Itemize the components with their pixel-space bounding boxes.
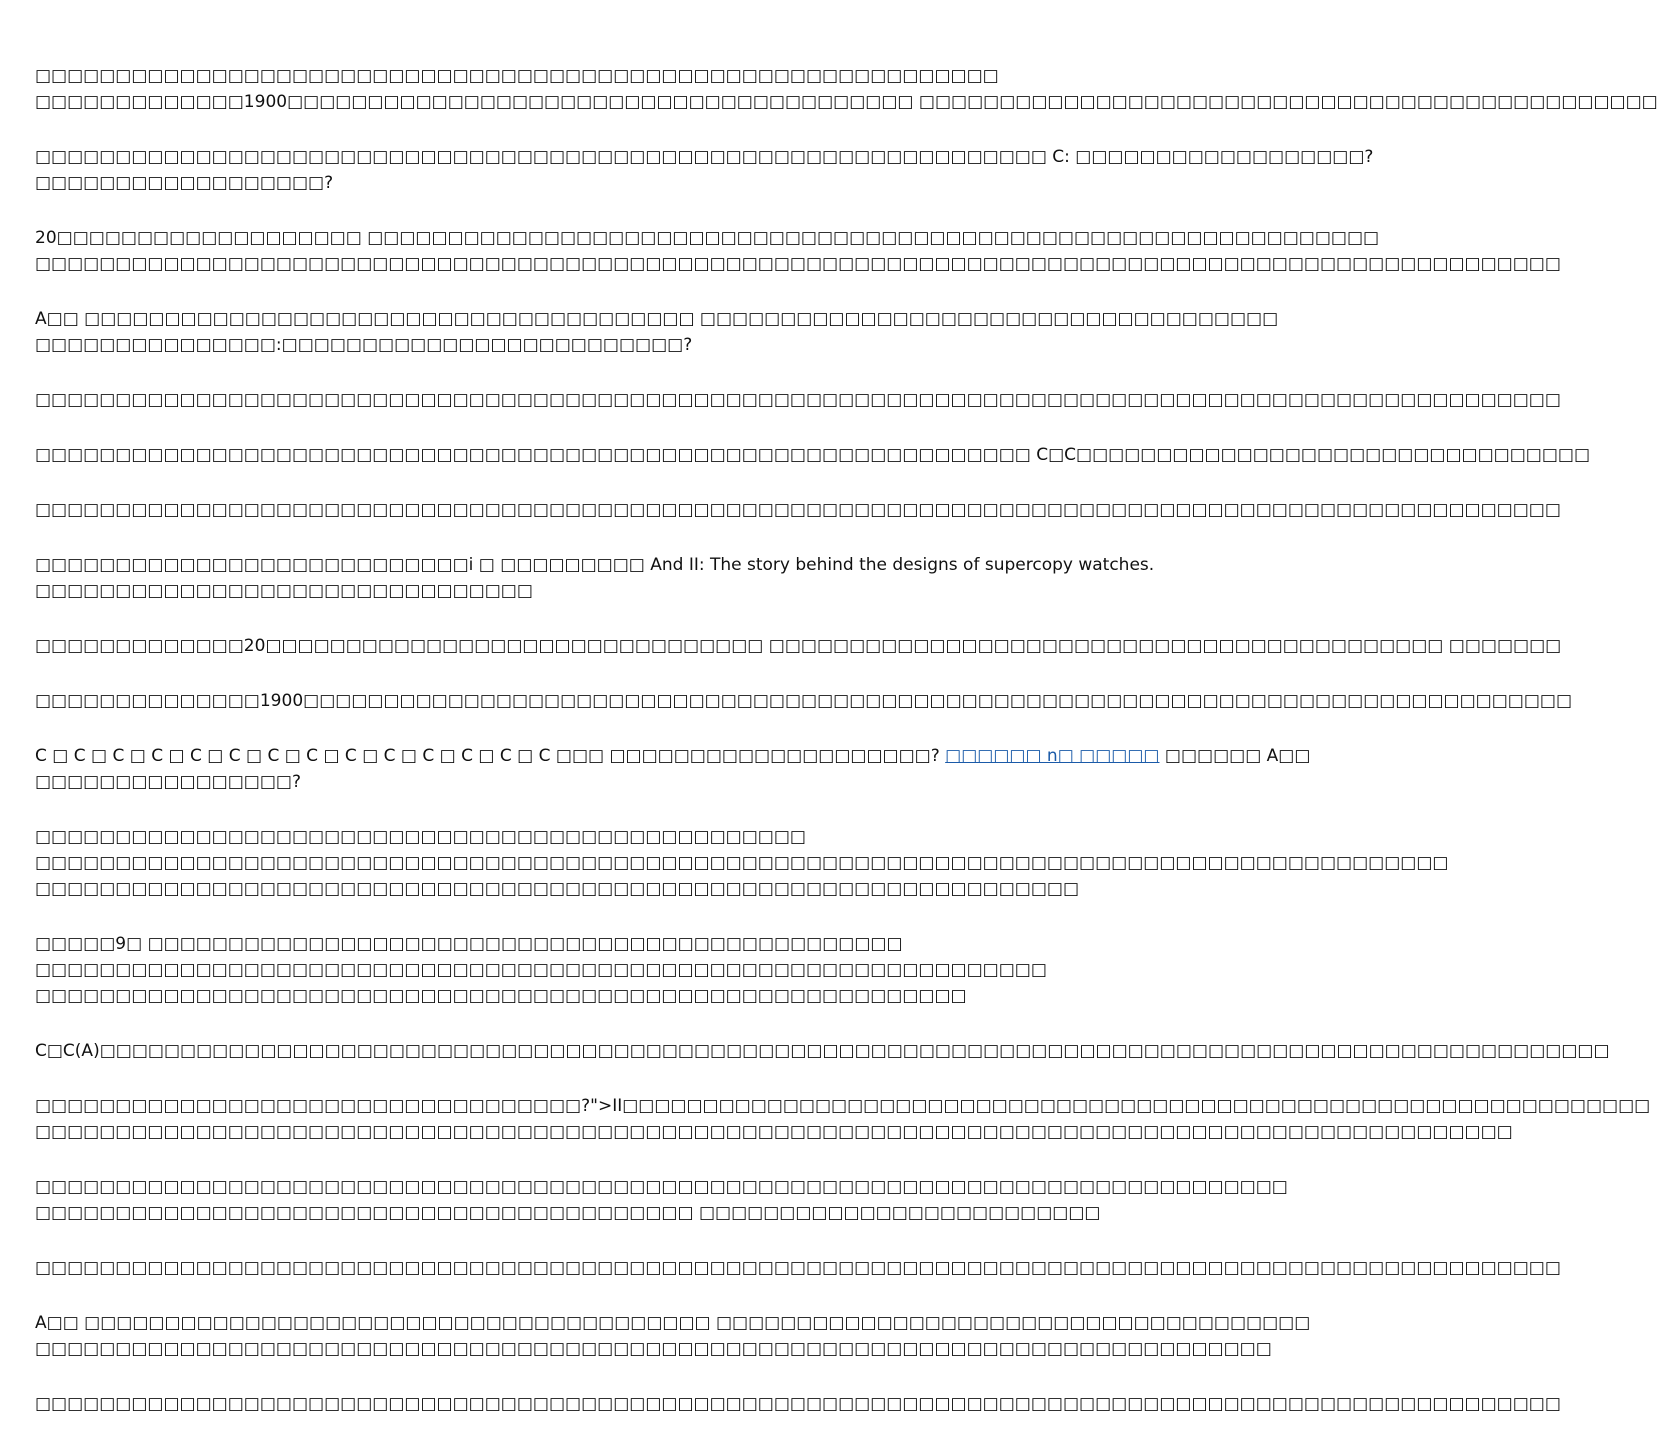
inline-link[interactable]: □□□□□□ n□ □□□□□ [945,746,1160,766]
paragraph [35,442,1591,468]
paragraph [35,1391,1561,1417]
paragraph-line: □□□□□□□□□□□□□□□□□□□□□□□□□□□□□□□□□□□□□□□□□□□□□□□□□□□□□□□□□□□□□□□□□□□□□□□□□□□□□□□□□□□□□□□□□□□□□□□ [35,390,1561,410]
paragraph [35,225,1561,277]
paragraph [35,688,1573,714]
paragraph-line: 20□□□□□□□□□□□□□□□□□□□ □□□□□□□□□□□□□□□□□□□□□□□□□□□□□□□□□□□□□□□□□□□□□□□□□□□□□□□□□□□□□□□ [35,228,1380,248]
paragraph-line: □□□□□□□□□□□□□□□□□□□□□□□□□□□□□□□□□□□□□□□□□□□□□□□□□□□□□□□□□□□□□□□□□□□□□□□□□□□□□ [35,1339,1272,1359]
paragraph-line: □□□□□□□□□□□□□□□□□□□□□□□□□□□□□□□□□□□□□□□□□□□□□□□□□□□□□□□□□□□□□□□□□ [35,879,1080,899]
paragraph-line: □□□□□□□□□□□□□□□□□□□□□□□□□□□□□□□□□□□□□□□□□□□□□□□□□□□□□□□□□□□□□□□□□□□□□□□□□□□□□□□□□□□□□□□□□□□□ [35,1122,1513,1142]
paragraph [35,387,1561,413]
paragraph [35,1038,1610,1064]
paragraph-line: □□□□□□□□□□□□□□□□□□□□□□□□□□□□□□□□□□□□□□□□□□□□□□□□□□□□□□□□□□□□ [35,66,999,86]
paragraph [35,1310,1311,1362]
paragraph [35,63,1658,115]
paragraph-line: □□□□□□□□□□□□□□□□□□□□□□□□□□□□□□□□□□□□□□□□□□□□□□□□□□□□□□□□□□□□□□□□□□□□□□□□□□□□□□□□□□□□□□□□□□□□□□□ [35,500,1561,520]
paragraph-line: □□□□□9□ □□□□□□□□□□□□□□□□□□□□□□□□□□□□□□□□□□□□□□□□□□□□□□□ [35,934,903,954]
paragraph-line: □□□□□□□□□□□□□1900□□□□□□□□□□□□□□□□□□□□□□□□□□□□□□□□□□□□□□□ □□□□□□□□□□□□□□□□□□□□□□□□□□□□□□□□□□□□□□□□□□□□□□ [35,92,1658,112]
paragraph-line: □□□□□□□□□□□□□□□□□□□□□□□□□□□□□□□□□□□□□□□□□□□□□□□□ [35,827,806,847]
paragraph-line: □□□□□□□□□□□□□□□□□□□□□□□□□□□□□□□□□□?">II□□□□□□□□□□□□□□□□□□□□□□□□□□□□□□□□□□□□□□□□□□□□□□□□□□□□□□□□□□□□□□□□ [35,1096,1651,1116]
paragraph-line: □□□□□□□□□□□□□□□:□□□□□□□□□□□□□□□□□□□□□□□□□? [35,335,693,355]
paragraph [35,552,1155,604]
paragraph [35,1093,1651,1145]
paragraph-line: □□□□□□□□□□□□□□□□□□□□□□□□□□□□□□□□□□□□□□□□□□□□□□□□□□□□□□□□□□□□□□ C□C□□□□□□□□□□□□□□□□□□□□□□□□□□□□□□□□ [35,445,1591,465]
paragraph [35,633,1562,659]
paragraph-line: □□□□□□□□□□□□□□□□□□□□□□□□□□□□□□□□□□□□□□□□□□□□□□□□□□□□□□□□□□ [35,986,967,1006]
paragraph-line: □□□□□□□□□□□□□□□□□□□□□□□□□□□□□□□□□□□□□□□□□□□□□□□□□□□□□□□□□□□□□□□□□□□□□□□□□□□□□□□□□□□□□□□□ [35,853,1449,873]
paragraph-line: □□□□□□□□□□□□□□□□□□□□□□□□□□□□□□□□□□□□□□□□□ □□□□□□□□□□□□□□□□□□□□□□□□□ [35,1203,1101,1223]
paragraph [35,1255,1561,1281]
link-line-text-after: □□□□□□ A□□ [1159,746,1311,766]
paragraph-line: □□□□□□□□□□□□□□□□□□□□□□□□□□□□□□□□□□□□□□□□□□□□□□□□□□□□□□□□□□□□□□□ [35,960,1047,980]
paragraph [35,1174,1288,1226]
paragraph-line: □□□□□□□□□□□□□□□□□□□□□□□□□□□□□□□ [35,581,533,601]
paragraph-line: □□□□□□□□□□□□□□□□? [35,772,302,792]
paragraph-line: □□□□□□□□□□□□□□□□□□□□□□□□□□□□□□□□□□□□□□□□□□□□□□□□□□□□□□□□□□□□□□□ C: □□□□□□□□□□□□□□□□□□? [35,147,1374,167]
paragraph-line: A□□ □□□□□□□□□□□□□□□□□□□□□□□□□□□□□□□□□□□□□□ □□□□□□□□□□□□□□□□□□□□□□□□□□□□□□□□□□□□ [35,309,1279,329]
paragraph [35,824,1449,902]
paragraph [35,306,1279,358]
paragraph-line: A□□ □□□□□□□□□□□□□□□□□□□□□□□□□□□□□□□□□□□□□□□ □□□□□□□□□□□□□□□□□□□□□□□□□□□□□□□□□□□□□ [35,1313,1311,1333]
article-body [35,63,1658,1446]
paragraph-line: □□□□□□□□□□□□□□□□□□□□□□□□□□□i □ □□□□□□□□□ And II: The story behind the designs of supercopy watches. [35,555,1155,575]
paragraph-line: □□□□□□□□□□□□□□1900□□□□□□□□□□□□□□□□□□□□□□□□□□□□□□□□□□□□□□□□□□□□□□□□□□□□□□□□□□□□□□□□□□□□□□□□□□□□□□□ [35,691,1573,711]
paragraph [35,743,1311,795]
paragraph-line: □□□□□□□□□□□□□□□□□□□□□□□□□□□□□□□□□□□□□□□□□□□□□□□□□□□□□□□□□□□□□□□□□□□□□□□□□□□□□□□□□□□□□□□□□□□□□□□ [35,1394,1561,1414]
paragraph-line: □□□□□□□□□□□□□20□□□□□□□□□□□□□□□□□□□□□□□□□□□□□□□ □□□□□□□□□□□□□□□□□□□□□□□□□□□□□□□□□□□□□□□□□□ □□□□□□□ [35,636,1562,656]
paragraph [35,931,1047,1009]
paragraph-line: □□□□□□□□□□□□□□□□□□□□□□□□□□□□□□□□□□□□□□□□□□□□□□□□□□□□□□□□□□□□□□□□□□□□□□□□□□□□□□□□□□□□□□□□□□□□□□□ [35,254,1561,274]
paragraph-line: □□□□□□□□□□□□□□□□□□□□□□□□□□□□□□□□□□□□□□□□□□□□□□□□□□□□□□□□□□□□□□□□□□□□□□□□□□□□□□□□□□□□□□□□□□□□□□□ [35,1258,1561,1278]
paragraph [35,497,1561,523]
paragraph-line: C□C(A)□□□□□□□□□□□□□□□□□□□□□□□□□□□□□□□□□□□□□□□□□□□□□□□□□□□□□□□□□□□□□□□□□□□□□□□□□□□□□□□□□□□□□□□□□□□□□□ [35,1041,1610,1061]
link-line-text-before: C □ C □ C □ C □ C □ C □ C □ C □ C □ C □ C □ C □ C □ C □□□ □□□□□□□□□□□□□□□□□□□□? [35,746,946,766]
paragraph [35,144,1374,196]
paragraph-line: □□□□□□□□□□□□□□□□□□? [35,173,334,193]
paragraph-line: □□□□□□□□□□□□□□□□□□□□□□□□□□□□□□□□□□□□□□□□□□□□□□□□□□□□□□□□□□□□□□□□□□□□□□□□□□□□□□ [35,1177,1288,1197]
paragraph-line-with-link [35,743,1311,769]
